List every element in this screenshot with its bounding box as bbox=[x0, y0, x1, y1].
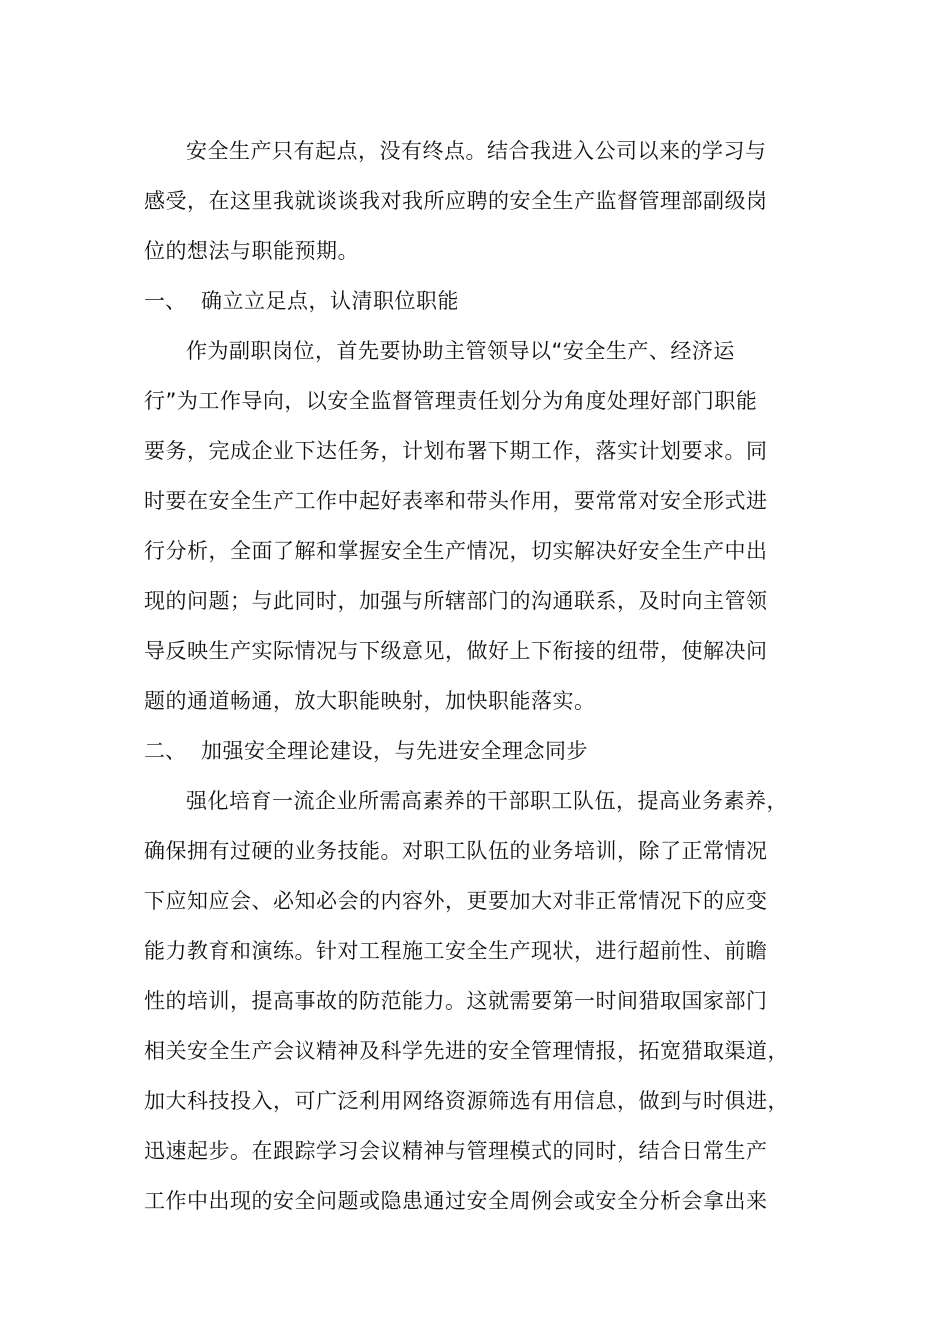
paragraph-3-line-4: 能力教育和演练。针对工程施工安全生产现状，进行超前性、前瞻 bbox=[144, 939, 768, 963]
paragraph-3-line-6: 相关安全生产会议精神及科学先进的安全管理情报，拓宽猎取渠道， bbox=[144, 1039, 789, 1063]
paragraph-3-line-9: 工作中出现的安全问题或隐患通过安全周例会或安全分析会拿出来 bbox=[144, 1189, 768, 1213]
paragraph-2-line-3: 要务，完成企业下达任务，计划布署下期工作，落实计划要求。同 bbox=[144, 439, 768, 463]
paragraph-2-line-8: 题的通道畅通，放大职能映射，加快职能落实。 bbox=[144, 689, 596, 713]
paragraph-3-line-7: 加大科技投入，可广泛利用网络资源筛选有用信息，做到与时俱进， bbox=[144, 1089, 789, 1113]
section-1-number: 一、 bbox=[144, 289, 186, 313]
paragraph-2-line-4: 时要在安全生产工作中起好表率和带头作用，要常常对安全形式进 bbox=[144, 489, 768, 513]
paragraph-3-line-5: 性的培训，提高事故的防范能力。这就需要第一时间猎取国家部门 bbox=[144, 989, 768, 1013]
paragraph-2-line-7: 导反映生产实际情况与下级意见，做好上下衔接的纽带，使解决问 bbox=[144, 639, 768, 663]
paragraph-1-line-3: 位的想法与职能预期。 bbox=[144, 239, 359, 263]
paragraph-3-line-8: 迅速起步。在跟踪学习会议精神与管理模式的同时，结合日常生产 bbox=[144, 1139, 768, 1163]
paragraph-1-line-1: 安全生产只有起点，没有终点。结合我进入公司以来的学习与 bbox=[186, 139, 767, 163]
section-1-title: 确立立足点，认清职位职能 bbox=[201, 289, 459, 313]
section-2-number: 二、 bbox=[144, 739, 186, 763]
paragraph-2-line-5: 行分析，全面了解和掌握安全生产情况，切实解决好安全生产中出 bbox=[144, 539, 768, 563]
paragraph-3-line-1: 强化培育一流企业所需高素养的干部职工队伍，提高业务素养， bbox=[186, 789, 788, 813]
paragraph-2-line-6: 现的问题；与此同时，加强与所辖部门的沟通联系，及时向主管领 bbox=[144, 589, 768, 613]
section-2-title: 加强安全理论建设，与先进安全理念同步 bbox=[201, 739, 588, 763]
paragraph-3-line-3: 下应知应会、必知必会的内容外，更要加大对非正常情况下的应变 bbox=[144, 889, 768, 913]
paragraph-2-line-2: 行”为工作导向，以安全监督管理责任划分为角度处理好部门职能 bbox=[144, 389, 758, 413]
paragraph-3-line-2: 确保拥有过硬的业务技能。对职工队伍的业务培训，除了正常情况 bbox=[144, 839, 768, 863]
paragraph-1-line-2: 感受，在这里我就谈谈我对我所应聘的安全生产监督管理部副级岗 bbox=[144, 189, 768, 213]
paragraph-2-line-1: 作为副职岗位，首先要协助主管领导以“安全生产、经济运 bbox=[186, 339, 735, 363]
